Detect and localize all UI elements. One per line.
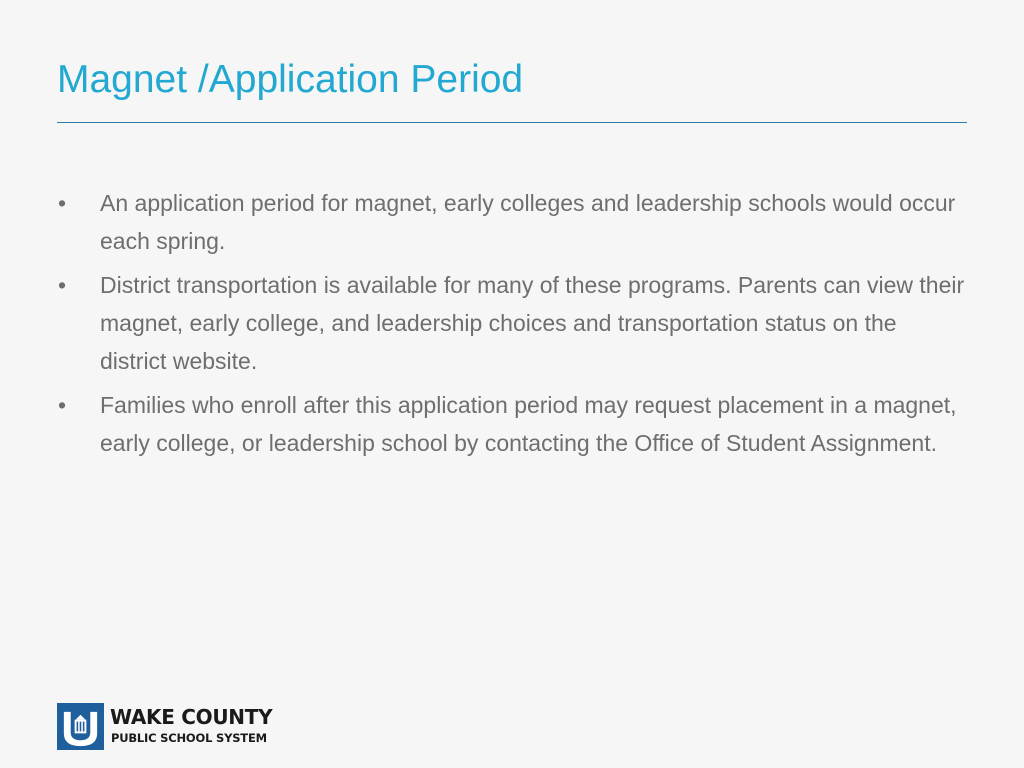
bullet-marker: •	[58, 392, 67, 418]
bullet-item	[58, 266, 968, 380]
bullet-text: An application period for magnet, early colleges and leadership schools would occur each spring.	[100, 190, 956, 254]
bullet-item	[58, 184, 968, 260]
bullet-item	[58, 386, 968, 462]
wcpss-logo-icon	[57, 703, 104, 750]
bullet-list	[58, 184, 968, 468]
slide-title: Magnet /Application Period	[57, 58, 524, 101]
bullet-marker: •	[58, 272, 67, 298]
bullet-text: Families who enroll after this application period may request placement in a magnet, early college, or leadership school by contacting the Office of Student Assignment.	[100, 392, 957, 456]
bullet-marker: •	[58, 190, 67, 216]
logo-text-line2: PUBLIC SCHOOL SYSTEM	[111, 731, 267, 745]
bullet-text: District transportation is available for many of these programs. Parents can view their magnet, early college, and leadership choices and transportation status on the district website.	[100, 272, 965, 374]
wcpss-logo	[57, 703, 297, 751]
logo-text-line1: WAKE COUNTY	[110, 705, 273, 729]
title-divider	[57, 122, 967, 123]
